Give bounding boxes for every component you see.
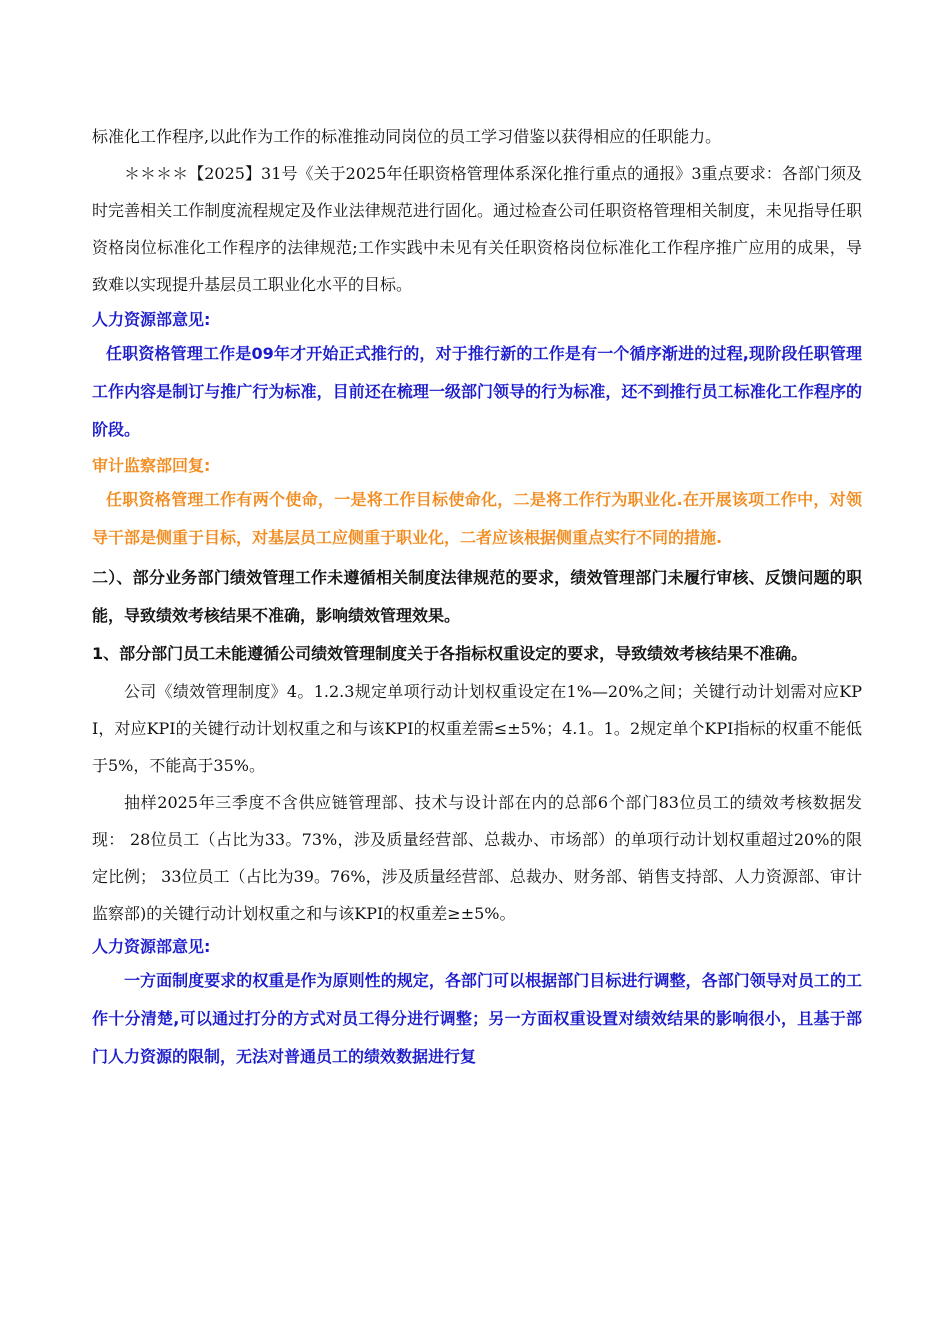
- audit-reply-label: 审计监察部回复:: [92, 456, 211, 475]
- hr-opinion-label-2: 人力资源部意见:: [92, 937, 211, 956]
- hr-opinion-text-2: 一方面制度要求的权重是作为原则性的规定，各部门可以根据部门目标进行调整，各部门领导对员工的工作十分清楚,可以通过打分的方式对员工得分进行调整；另一方面权重设置对绩效结果的影响很小，且基于部门人力资源的限制，无法对普通员工的绩效数据进行复: [92, 971, 862, 1066]
- section-heading-2: 二）、部分业务部门绩效管理工作未遵循相关制度法律规范的要求，绩效管理部门未履行审核、反馈问题的职能，导致绩效考核结果不准确，影响绩效管理效果。: [92, 568, 862, 625]
- paragraph-notice-requirement: ＊＊＊＊【2025】31号《关于2025年任职资格管理体系深化推行重点的通报》3重点要求：各部门须及时完善相关工作制度流程规定及作业法律规范进行固化。通过检查公司任职资格管理相关制度，未见指导任职资格岗位标准化工作程序的法律规范;工作实践中未见有关任职资格岗位标准化工作程序推广应用的成果，导致难以实现提升基层员工职业化水平的目标。: [92, 164, 862, 294]
- paragraph-intro-continuation: 标准化工作程序,以此作为工作的标准推动同岗位的员工学习借鉴以获得相应的任职能力。: [92, 127, 722, 146]
- paragraph-sample-findings: 抽样2025年三季度不含供应链管理部、技术与设计部在内的总部6个部门83位员工的绩效考核数据发现： 28位员工（占比为33。73%，涉及质量经营部、总裁办、市场部）的单项行动计划权重超过20%的限定比例； 33位员工（占比为39。76%，涉及质量经营部、总裁办、财务部、销售支持部、人力资源部、审计监察部)的关键行动计划权重之和与该KPI的权重差≥±5%。: [92, 793, 862, 923]
- hr-opinion-text-1: 任职资格管理工作是09年才开始正式推行的，对于推行新的工作是有一个循序渐进的过程,现阶段任职管理工作内容是制订与推广行为标准，目前还在梳理一级部门领导的行为标准，还不到推行员工标准化工作程序的阶段。: [92, 344, 862, 439]
- hr-opinion-label-1: 人力资源部意见:: [92, 310, 211, 329]
- item-heading-1: 1、部分部门员工未能遵循公司绩效管理制度关于各指标权重设定的要求，导致绩效考核结果不准确。: [92, 644, 808, 663]
- audit-reply-text: 任职资格管理工作有两个使命，一是将工作目标使命化，二是将工作行为职业化.在开展该项工作中，对领导干部是侧重于目标，对基层员工应侧重于职业化，二者应该根据侧重点实行不同的措施.: [92, 490, 862, 547]
- paragraph-policy-rules: 公司《绩效管理制度》4。1.2.3规定单项行动计划权重设定在1%—20%之间；关键行动计划需对应KPI，对应KPI的关键行动计划权重之和与该KPI的权重差需≤±5%；4.1。1。2规定单个KPI指标的权重不能低于5%，不能高于35%。: [92, 682, 862, 775]
